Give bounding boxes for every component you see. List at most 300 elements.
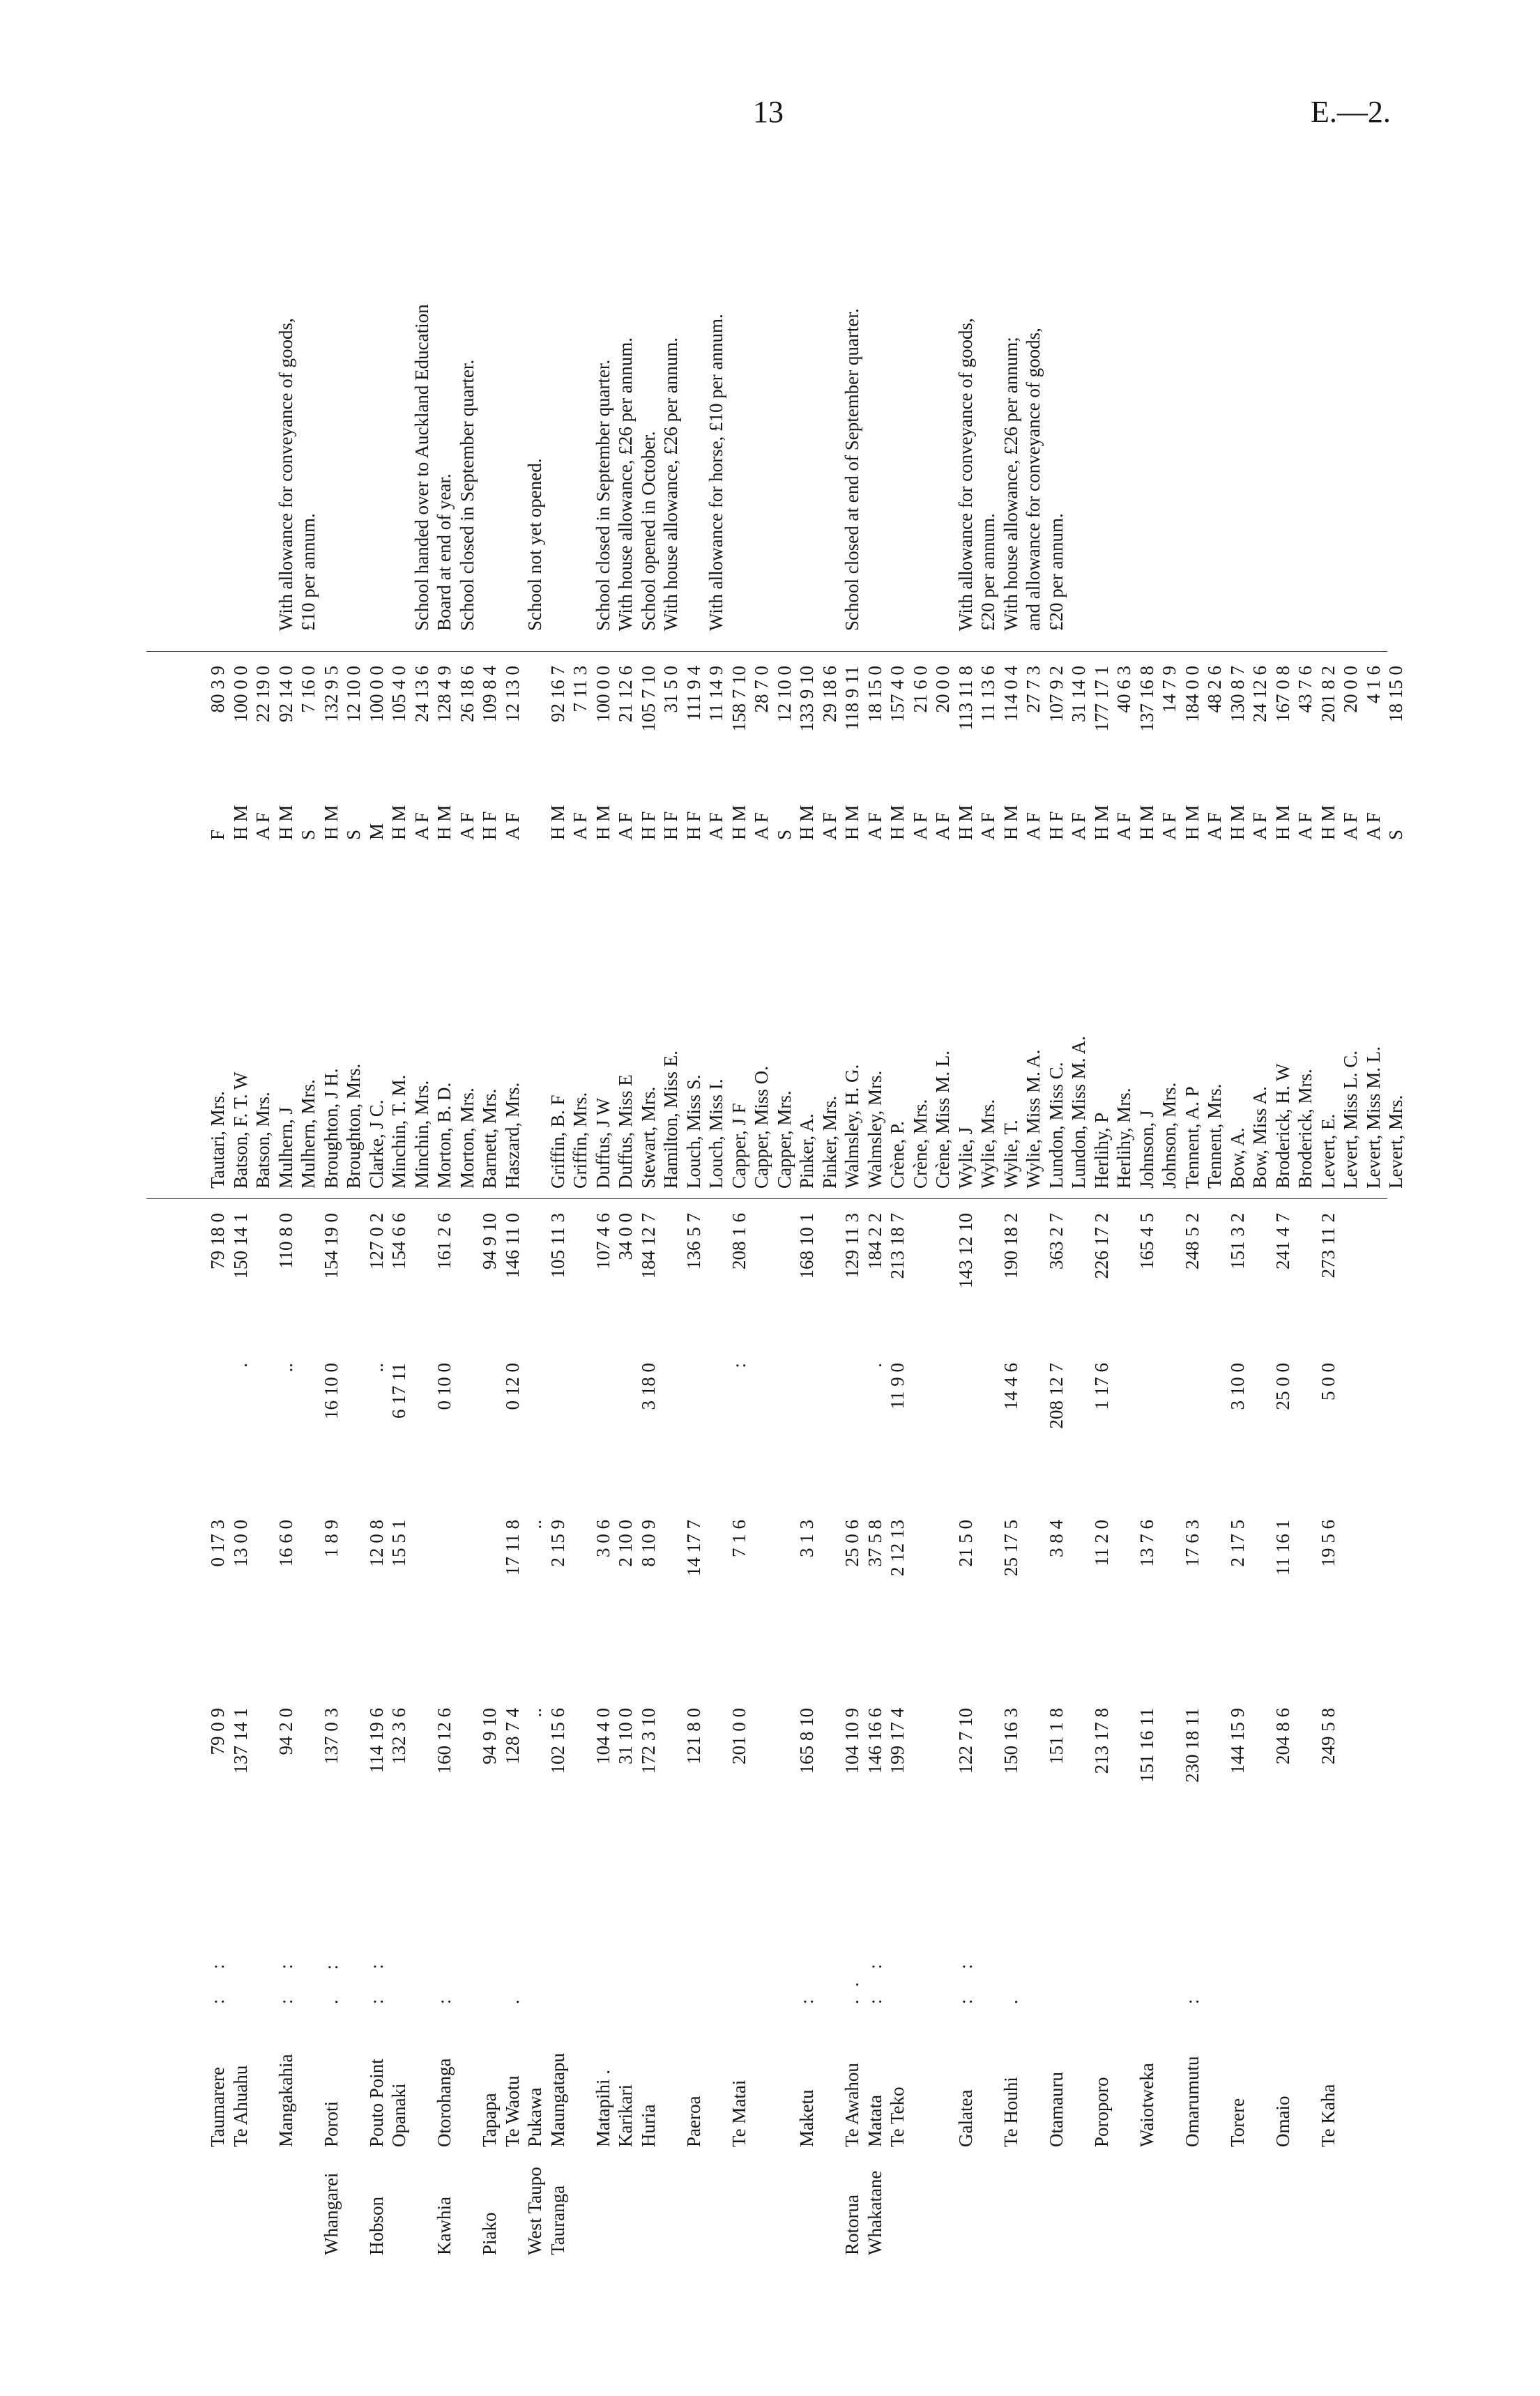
remarks-text: School handed over to Auckland Education (411, 304, 432, 631)
table-row (1339, 157, 1362, 2255)
remarks-text: £20 per annum. (1045, 513, 1067, 631)
table-row (954, 157, 977, 2255)
amount-b: 0 17 3 (207, 1520, 228, 1567)
salary-amount: 31 14 0 (1068, 666, 1089, 722)
salary-amount: 128 4 9 (434, 666, 455, 722)
table-row (931, 157, 954, 2255)
total-amount: 226 17 2 (1090, 1213, 1112, 1279)
table-row (682, 157, 706, 2255)
salary-amount: 137 16 8 (1136, 666, 1157, 732)
teacher-name: Levert, E. (1317, 1113, 1339, 1189)
salary-amount: 133 9 10 (796, 666, 817, 732)
position-code: A F (570, 812, 590, 840)
total-amount: 105 11 3 (547, 1213, 568, 1279)
position-code: A F (615, 812, 636, 840)
school-name: Maketu (796, 2089, 817, 2147)
total-amount: 34 0 0 (615, 1213, 636, 1260)
school-name: Matata (864, 2095, 885, 2147)
school-name: Otamauru (1045, 2072, 1067, 2147)
salary-amount: 107 9 2 (1045, 666, 1067, 722)
position-code: A F (1362, 812, 1384, 840)
position-code: H M (954, 804, 976, 840)
table-row (795, 157, 818, 2255)
teacher-name: Pinker, Mrs. (818, 1095, 840, 1189)
amount-b: 14 17 7 (683, 1520, 704, 1576)
leader-dots: : (796, 1986, 817, 2004)
salary-amount: 100 0 0 (592, 666, 613, 722)
table-row (1044, 157, 1068, 2255)
table-row (1384, 157, 1408, 2255)
table-row (229, 157, 252, 2255)
amount-b: 15 5 1 (388, 1520, 409, 1567)
position-code: A F (411, 812, 432, 840)
table-row (568, 157, 592, 2255)
salary-amount: 21 6 0 (909, 666, 931, 713)
position-code: H M (841, 804, 862, 840)
position-code: A F (1249, 812, 1270, 840)
table-row (1271, 157, 1295, 2255)
table-row (1180, 157, 1204, 2255)
amount-b: 17 11 8 (501, 1520, 523, 1575)
salary-amount: 92 16 7 (547, 666, 568, 722)
teacher-name: Bow, A. (1226, 1127, 1248, 1189)
position-code: H F (637, 811, 659, 840)
salary-amount: 29 18 6 (818, 666, 840, 722)
amount-b: 2 15 9 (547, 1520, 568, 1567)
table-row (1362, 157, 1385, 2255)
table-row (251, 157, 275, 2255)
teacher-name: Griffin, B. F (547, 1094, 568, 1189)
salary-amount: 11 13 6 (977, 666, 998, 722)
school-name: Waiotweka (1136, 2063, 1157, 2147)
salary-amount: 130 8 7 (1226, 666, 1248, 722)
position-code: S (773, 829, 795, 840)
position-code: A F (751, 812, 772, 840)
salary-amount: 26 18 6 (456, 666, 478, 722)
position-code: M (365, 823, 387, 840)
total-amount: 143 12 10 (954, 1213, 976, 1288)
leader-dots: . (1000, 1987, 1021, 2004)
table-row (501, 157, 524, 2255)
table-row (1135, 157, 1159, 2255)
salary-amount: 11 14 9 (706, 666, 726, 722)
amount-a: 137 14 1 (229, 1708, 251, 1774)
amount-b: 16 6 0 (275, 1520, 296, 1567)
leader-dots: : (434, 1986, 455, 2004)
teacher-name: Duffus, Miss E (615, 1074, 636, 1189)
teacher-name: Griffin, Mrs. (570, 1092, 590, 1189)
leader-dots: : : (365, 1951, 387, 2004)
position-code: H M (1090, 804, 1112, 840)
total-amount: 161 2 6 (434, 1213, 455, 1269)
position-code: A F (252, 812, 273, 840)
teacher-name: Lundon, Miss C. (1045, 1062, 1067, 1189)
position-code: H M (229, 804, 251, 840)
amount-a: 137 0 3 (320, 1708, 342, 1764)
county-name: Hobson (365, 2196, 387, 2255)
teacher-name: Minchin, Mrs. (411, 1080, 432, 1189)
school-name: Pouto Point (365, 2059, 387, 2147)
table-row (455, 157, 479, 2255)
amount-a: 132 3 6 (388, 1708, 409, 1764)
position-code: A F (932, 812, 953, 840)
salary-amount: 14 7 9 (1159, 666, 1180, 713)
salary-amount: 184 0 0 (1181, 666, 1203, 722)
remarks-text: With house allowance, £26 per annum. (615, 337, 636, 631)
leader-dots: : : (207, 1951, 228, 2004)
remarks-text: With allowance for conveyance of goods, (954, 318, 976, 631)
remarks-text: School not yet opened. (524, 458, 545, 631)
leader-dots: : : (275, 1951, 296, 2004)
amount-c: : (728, 1363, 749, 1368)
school-name: Matapihi . (592, 2070, 613, 2147)
school-name: Otorohanga (434, 2058, 455, 2147)
position-code: H F (683, 811, 704, 840)
amount-c: 0 10 0 (434, 1363, 455, 1410)
teacher-name: Wylie, J (954, 1127, 976, 1189)
amount-a: 160 12 6 (434, 1708, 455, 1774)
page-number: 13 (753, 95, 784, 129)
teacher-name: Tautari, Mrs. (207, 1091, 228, 1189)
amount-a: 144 15 9 (1226, 1708, 1248, 1774)
salary-amount: 105 4 0 (388, 666, 409, 722)
amount-a: 94 9 10 (479, 1708, 500, 1764)
county-name: Whakatane (864, 2170, 885, 2255)
teacher-name: Batson, Mrs. (252, 1092, 273, 1189)
teacher-name: Levert, Mrs. (1385, 1094, 1406, 1189)
teacher-name: Broughton, Mrs. (343, 1063, 364, 1189)
school-name: Mangakahia (275, 2054, 296, 2147)
leader-dots: .. (841, 1969, 862, 2004)
teacher-name: Pinker, A. (796, 1113, 817, 1189)
table-row (976, 157, 1000, 2255)
table-row (704, 157, 728, 2255)
table-row (772, 157, 796, 2255)
school-name: Te Teko (887, 2086, 908, 2147)
total-amount: 154 6 6 (388, 1213, 409, 1269)
amount-a: 213 17 8 (1090, 1708, 1112, 1774)
salary-amount: 22 19 0 (252, 666, 273, 722)
teacher-name: Morton, B. D. (434, 1082, 455, 1189)
teacher-name: Minchin, T. M. (388, 1074, 409, 1189)
salary-amount: 201 8 2 (1317, 666, 1339, 722)
teacher-name: Clarke, J C. (365, 1099, 387, 1189)
salary-amount: 27 7 3 (1023, 666, 1044, 713)
position-code: H M (592, 804, 613, 840)
position-code: H M (547, 804, 568, 840)
remarks-text: School opened in October. (637, 431, 659, 631)
total-amount: 248 5 2 (1181, 1213, 1203, 1269)
amount-c: .. (275, 1363, 296, 1373)
amount-b: .. (524, 1520, 545, 1529)
total-amount: 241 4 7 (1272, 1213, 1293, 1269)
leader-dots: . (501, 1987, 523, 2004)
teacher-name: Levert, Miss L. C. (1340, 1051, 1361, 1189)
remarks-text: With allowance for conveyance of goods, (275, 318, 296, 631)
amount-a: 201 0 0 (728, 1708, 749, 1764)
teacher-name: Walmsley, H. G. (841, 1064, 862, 1189)
teacher-name: Lundon, Miss M. A. (1068, 1035, 1089, 1189)
position-code: A F (818, 812, 840, 840)
amount-c: 3 10 0 (1226, 1363, 1248, 1410)
table-row (727, 157, 751, 2255)
section-code: E.—2. (1311, 95, 1391, 129)
salary-amount: 20 0 0 (932, 666, 953, 713)
salary-amount: 18 15 0 (864, 666, 885, 722)
total-amount: 168 10 1 (796, 1213, 817, 1279)
table-row (319, 157, 343, 2255)
teacher-name: Batson, F. T. W (229, 1071, 251, 1189)
teacher-name: Barnett, Mrs. (479, 1088, 500, 1189)
amount-b: 17 6 3 (1181, 1520, 1203, 1567)
total-amount: 165 4 5 (1136, 1213, 1157, 1269)
county-name: West Taupo (524, 2167, 545, 2255)
table-row (1293, 157, 1317, 2255)
position-code: A F (1159, 812, 1180, 840)
amount-c: 208 12 7 (1045, 1363, 1067, 1429)
amount-b: 1 8 9 (320, 1520, 342, 1557)
table-row (1203, 157, 1226, 2255)
position-code: H M (388, 804, 409, 840)
school-name: Galatea (954, 2089, 976, 2147)
position-code: A F (1204, 812, 1225, 840)
teacher-name: Mulhern, J (275, 1107, 296, 1189)
position-code: A F (501, 812, 523, 840)
remarks-text: School closed at end of September quarter. (841, 308, 862, 631)
table-row (613, 157, 637, 2255)
table-row (1090, 157, 1113, 2255)
amount-a: 128 7 4 (501, 1708, 523, 1764)
school-name: Huria (637, 2104, 659, 2147)
table-row (591, 157, 615, 2255)
amount-b: 21 5 0 (954, 1520, 976, 1567)
school-name: Te Ahuahu (229, 2065, 251, 2147)
teacher-name: Morton, Mrs. (456, 1088, 478, 1189)
position-code: H F (479, 811, 500, 840)
school-name: Paeroa (683, 2096, 704, 2147)
position-code: H M (434, 804, 455, 840)
school-name: Poroporo (1090, 2077, 1112, 2147)
remarks-text: With allowance for horse, £10 per annum. (706, 314, 726, 631)
amount-a: 249 5 8 (1317, 1708, 1339, 1764)
position-code: H M (1272, 804, 1293, 840)
amount-c: 0 12 0 (501, 1363, 523, 1410)
position-code: A F (1068, 812, 1089, 840)
table-row (908, 157, 932, 2255)
salary-amount: 7 16 0 (298, 666, 319, 713)
amount-a: 114 19 6 (365, 1708, 387, 1773)
total-amount: 184 2 2 (864, 1213, 885, 1269)
salary-amount: 7 11 3 (570, 666, 590, 712)
table-row (274, 157, 298, 2255)
amount-b: 13 0 0 (229, 1520, 251, 1567)
amount-a: 79 0 9 (207, 1708, 228, 1755)
teacher-name: Walmsley, Mrs. (864, 1070, 885, 1189)
amount-c: 16 10 0 (320, 1363, 342, 1419)
amount-b: 37 5 8 (864, 1520, 885, 1567)
salary-amount: 92 14 0 (275, 666, 296, 722)
amount-b: 3 8 4 (1045, 1520, 1067, 1557)
amount-a: 151 16 11 (1136, 1708, 1157, 1783)
remarks-text: With house allowance, £26 per annum; (1000, 337, 1021, 631)
table-row (840, 157, 864, 2255)
salary-amount: 40 6 3 (1113, 666, 1134, 713)
county-name: Piako (479, 2212, 500, 2255)
amount-a: 230 18 11 (1181, 1708, 1203, 1783)
position-code: H M (887, 804, 908, 840)
position-code: A F (706, 812, 726, 840)
table-row (410, 157, 434, 2255)
remarks-text: With house allowance, £26 per annum. (660, 337, 681, 631)
amount-a: 151 1 8 (1045, 1708, 1067, 1764)
table-row (478, 157, 501, 2255)
remarks-text: £10 per annum. (298, 513, 319, 631)
position-code: A F (1113, 812, 1134, 840)
school-name: Te Houhi (1000, 2077, 1021, 2147)
table-row (636, 157, 660, 2255)
teacher-name: Wylie, Mrs. (977, 1099, 998, 1189)
position-code: A F (1023, 812, 1044, 840)
salary-amount: 109 8 4 (479, 666, 500, 722)
position-code: A F (1340, 812, 1361, 840)
school-name: Omaio (1272, 2096, 1293, 2147)
teacher-name: Herlihy, Mrs. (1113, 1088, 1134, 1189)
amount-b: 3 0 6 (592, 1520, 613, 1557)
salary-amount: 100 0 0 (229, 666, 251, 722)
position-code: H M (1000, 804, 1021, 840)
position-code: H M (1317, 804, 1339, 840)
teacher-name: Mulhern, Mrs. (298, 1079, 319, 1189)
amount-c: 14 4 6 (1000, 1363, 1021, 1410)
salary-amount: 111 9 4 (683, 666, 704, 721)
total-amount: 79 18 0 (207, 1213, 228, 1269)
total-amount: 110 8 0 (275, 1213, 296, 1269)
table-row (1021, 157, 1045, 2255)
position-code: A F (864, 812, 885, 840)
teacher-name: Herlihy, P (1090, 1112, 1112, 1189)
table-row (1226, 157, 1249, 2255)
rotated-data-table (146, 157, 1406, 2255)
table-row (885, 157, 909, 2255)
amount-a: 94 2 0 (275, 1708, 296, 1755)
leader-dots: : : (954, 1951, 976, 2004)
amount-c: 11 9 0 (887, 1363, 908, 1410)
amount-b: 12 0 8 (365, 1520, 387, 1567)
teacher-name: Crène, Miss M. L. (932, 1051, 953, 1189)
total-amount: 154 19 0 (320, 1213, 342, 1279)
teacher-name: Capper, Miss O. (751, 1066, 772, 1189)
teacher-name: Hamilton, Miss E. (660, 1050, 681, 1189)
position-code: S (343, 829, 364, 840)
position-code: H M (1181, 804, 1203, 840)
salary-amount: 20 0 0 (1340, 666, 1361, 713)
total-amount: 151 3 2 (1226, 1213, 1248, 1269)
school-name: Opanaki (388, 2083, 409, 2147)
salary-amount: 80 3 9 (207, 666, 228, 713)
teacher-name: Louch, Miss I. (706, 1078, 726, 1189)
table-row (1248, 157, 1272, 2255)
leader-dots: : : (864, 1951, 885, 2004)
table-row (999, 157, 1023, 2255)
position-code: H M (1136, 804, 1157, 840)
teacher-name: Broughton, J H. (320, 1068, 342, 1189)
remarks-text: £20 per annum. (977, 513, 998, 631)
amount-a: 165 8 10 (796, 1708, 817, 1774)
teacher-name: Crène, Mrs. (909, 1099, 931, 1189)
amount-a: 102 15 6 (547, 1708, 568, 1774)
school-name: Te Kaha (1317, 2084, 1339, 2147)
school-name: Torere (1226, 2098, 1248, 2147)
amount-c: 1 17 6 (1090, 1363, 1112, 1410)
teacher-name: Tennent, Mrs. (1204, 1083, 1225, 1189)
salary-amount: 132 9 5 (320, 666, 342, 722)
county-name: Rotorua (841, 2195, 862, 2255)
school-name: Taumarere (207, 2066, 228, 2147)
amount-c: . (864, 1363, 885, 1368)
table-row (1112, 157, 1136, 2255)
total-amount: 213 18 7 (887, 1213, 908, 1279)
school-name: Poroti (320, 2100, 342, 2147)
teacher-name: Broderick, H. W (1272, 1063, 1293, 1189)
remarks-text: and allowance for conveyance of goods, (1023, 328, 1044, 631)
leader-dots: . : (320, 1951, 342, 2004)
total-amount: 107 4 6 (592, 1213, 613, 1269)
amount-a: 199 17 4 (887, 1708, 908, 1774)
total-amount: 184 12 7 (637, 1213, 659, 1279)
total-amount: 127 0 2 (365, 1213, 387, 1269)
amount-a: 121 8 0 (683, 1708, 704, 1764)
table-row (749, 157, 773, 2255)
total-amount: 94 9 10 (479, 1213, 500, 1269)
school-name: Tapapa (479, 2093, 500, 2147)
county-name: Tauranga (547, 2185, 568, 2255)
salary-amount: 18 15 0 (1385, 666, 1406, 722)
salary-amount: 12 10 0 (773, 666, 795, 722)
teacher-name: Crène, P. (887, 1121, 908, 1189)
position-code: A F (456, 812, 478, 840)
amount-b: 25 0 6 (841, 1520, 862, 1567)
position-code: H M (728, 804, 749, 840)
amount-a: 31 10 0 (615, 1708, 636, 1764)
total-amount: 273 11 2 (1317, 1213, 1339, 1279)
table-row (387, 157, 411, 2255)
table-row (206, 157, 229, 2255)
total-amount: 150 14 1 (229, 1213, 251, 1279)
county-name: Kawhia (434, 2197, 455, 2255)
amount-c: .. (365, 1363, 387, 1373)
teacher-name: Haszard, Mrs. (501, 1082, 523, 1189)
school-name: Omarumutu (1181, 2056, 1203, 2147)
position-code: S (298, 829, 319, 840)
school-name: Te Awahou (841, 2063, 862, 2147)
amount-b: 13 7 6 (1136, 1520, 1157, 1567)
school-name: Te Waotu (501, 2075, 523, 2147)
amount-c: 5 0 0 (1317, 1363, 1339, 1401)
position-code: A F (909, 812, 931, 840)
county-name: Whangarei (320, 2172, 342, 2255)
teacher-name: Louch, Miss S. (683, 1074, 704, 1189)
total-amount: 208 1 6 (728, 1213, 749, 1269)
total-amount: 190 18 2 (1000, 1213, 1021, 1279)
salary-amount: 105 7 10 (637, 666, 659, 732)
salary-amount: 12 13 0 (501, 666, 523, 722)
total-amount: 136 5 7 (683, 1213, 704, 1269)
teacher-name: Capper, J F (728, 1103, 749, 1189)
salary-amount: 167 0 8 (1272, 666, 1293, 722)
salary-amount: 100 0 0 (365, 666, 387, 722)
teacher-name: Levert, Miss M. L. (1362, 1046, 1384, 1189)
amount-b: 2 10 0 (615, 1520, 636, 1567)
